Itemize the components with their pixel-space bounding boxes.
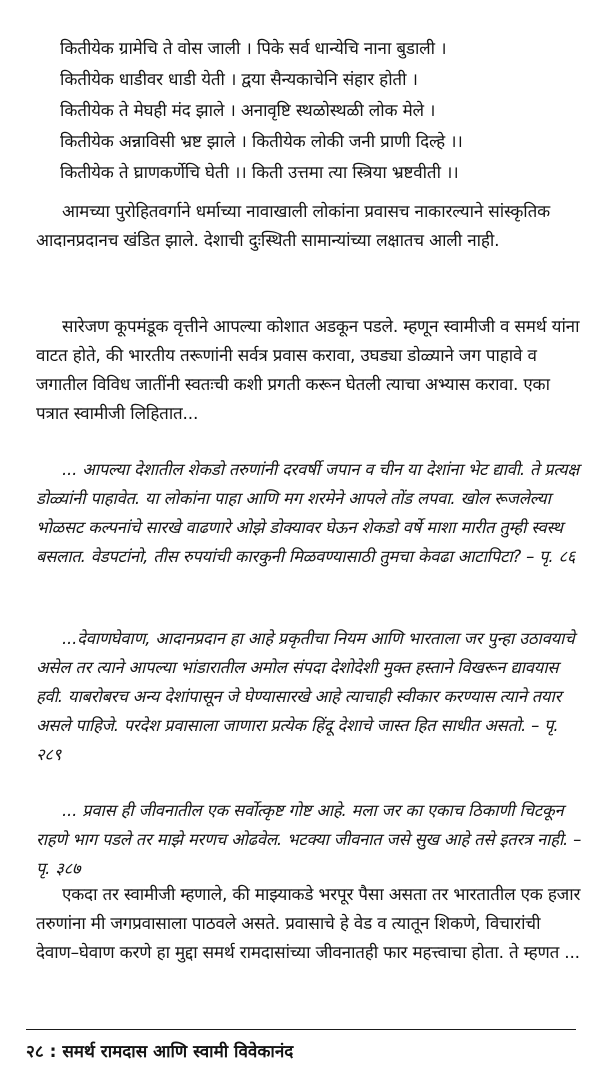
quote-block: ... प्रवास ही जीवनातील एक सर्वोत्कृष्ट गोष्ट आहे. मला जर का एकाच ठिकाणी चिटकून राहणे भाग पडले तर माझे मरणच ओढवेल. भटक्या जीवनात जसे सुख आहे तसे इतरत्र नाही. – पृ. ३८७ (36, 801, 582, 878)
verse-block (60, 34, 590, 189)
body-paragraph: एकदा तर स्वामीजी म्हणाले, की माझ्याकडे भरपूर पैसा असता तर भारतातील एक हजार तरुणांना मी जगप्रवासाला पाठवले असते. प्रवासाचे हे वेड व त्यातून शिकणे, विचारांची देवाण–घेवाण करणे हा मुद्दा समर्थ रामदासांच्या जीवनातही फार महत्त्वाचा होता. ते म्हणत ... (36, 885, 581, 963)
body-paragraph: सारेजण कूपमंडूक वृत्तीने आपल्या कोशात अडकून पडले. म्हणून स्वामीजी व समर्थ यांना वाटत होते, की भारतीय तरूणांनी सर्वत्र प्रवास करावा, उघड्या डोळ्याने जग पाहावे व जगातील विविध जातींनी स्वतःची कशी प्रगती करून घेतली त्याचा अभ्यास करावा. एका पत्रात स्वामीजी लिहितात... (36, 317, 580, 424)
page-footer: २८ : समर्थ रामदास आणि स्वामी विवेकानंद (26, 1042, 294, 1062)
verse-line: कितीयेक अन्नाविसी भ्रष्ट झाले । कितीयेक लोकी जनी प्राणी दिल्हे ।। (60, 132, 463, 152)
verse-line: कितीयेक ते घ्राणकर्णेचि घेती ।। किती उत्तमा त्या स्त्रिया भ्रष्टवीती ।। (60, 163, 459, 183)
quote-block: ... आपल्या देशातील शेकडो तरुणांनी दरवर्षी जपान व चीन या देशांना भेट द्यावी. ते प्रत्यक्ष डोळ्यांनी पाहावेत. या लोकांना पाहा आणि मग शरमेने आपले तोंड लपवा. खोल रूजलेल्या भोळसट कल्पनांचे सारखे वाढणारे ओझे डोक्यावर घेऊन शेकडो वर्षे माशा मारीत तुम्ही स्वस्थ बसलात. वेडपटांनो, तीस रुपयांची कारकुनी मिळवण्यासाठी तुमचा केवढा आटापिटा? – पृ. ८६ (36, 460, 580, 566)
footer-divider (26, 1029, 576, 1030)
verse-line: कितीयेक ते मेघही मंद झाले । अनावृष्टि स्थळोस्थळी लोक मेले । (60, 101, 436, 121)
body-paragraph: आमच्या पुरोहितवर्गाने धर्माच्या नावाखाली लोकांना प्रवासच नाकारल्याने सांस्कृतिक आदानप्रदानच खंडित झाले. देशाची दुःस्थिती सामान्यांच्या लक्षातच आली नाही. (36, 202, 550, 251)
verse-line: कितीयेक ग्रामेचि ते वोस जाली । पिके सर्व धान्येचि नाना बुडाली । (60, 39, 447, 59)
verse-line: कितीयेक धाडीवर धाडी येती । द्वया सैन्यकाचेनि संहार होती । (60, 70, 418, 90)
quote-block: ...देवाणघेवाण, आदानप्रदान हा आहे प्रकृतीचा नियम आणि भारताला जर पुन्हा उठावयाचे असेल तर त्याने आपल्या भांडारातील अमोल संपदा देशोदेशी मुक्त हस्ताने विखरून द्यावयास हवी. याबरोबरच अन्य देशांपासून जे घेण्यासारखे आहे त्याचाही स्वीकार करण्यास त्याने तयार असले पाहिजे. परदेश प्रवासाला जाणारा प्रत्येक हिंदू देशाचे जास्त हित साधीत असतो. – पृ. २८९ (36, 629, 575, 764)
